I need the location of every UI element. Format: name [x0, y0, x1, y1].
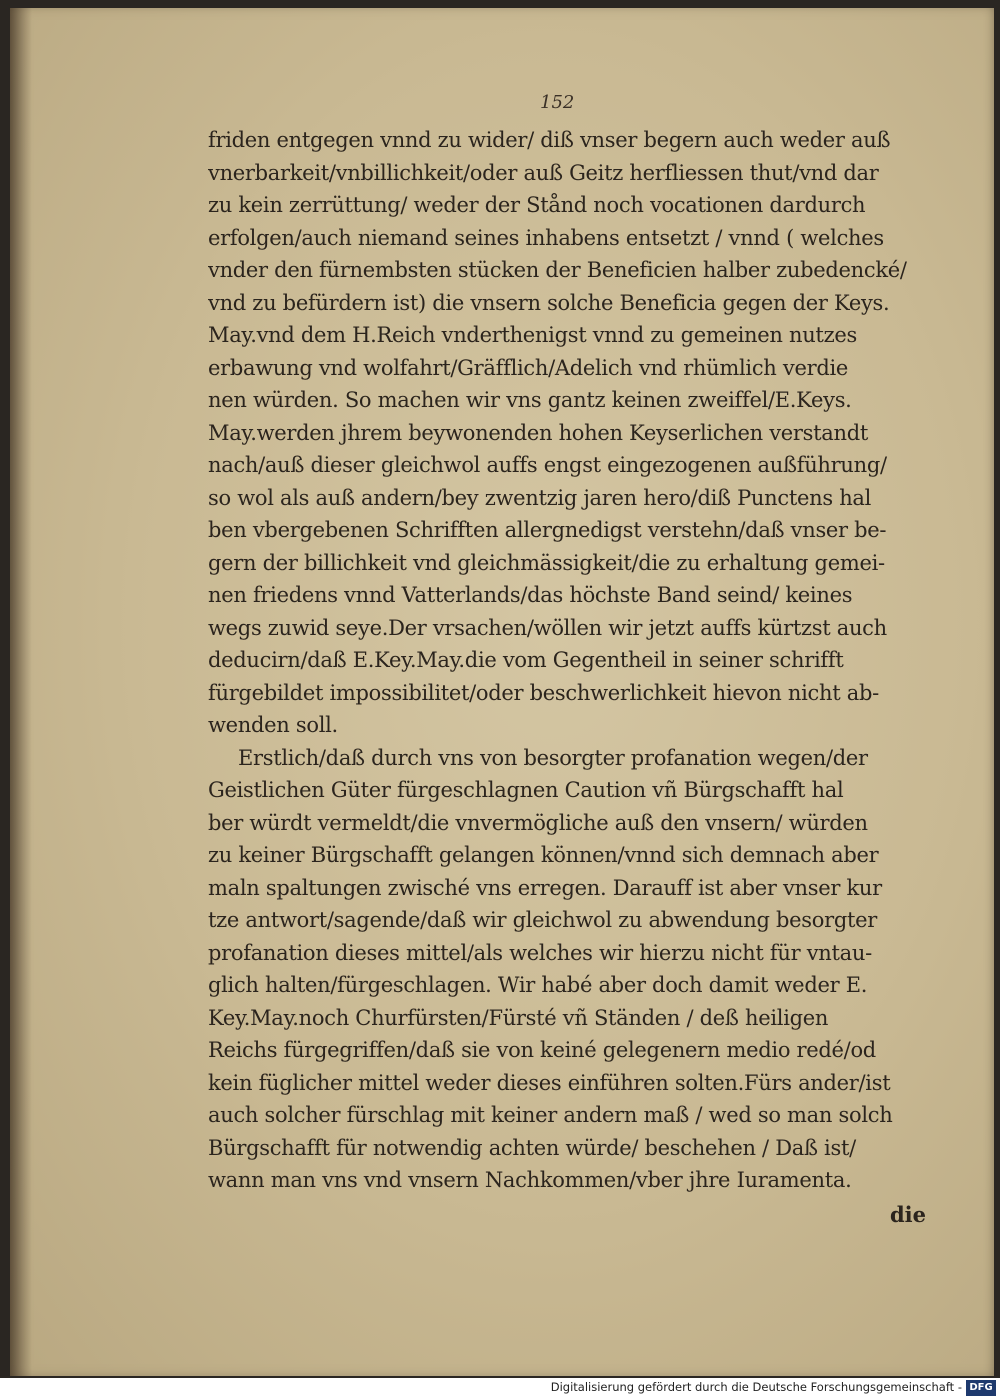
text-line: fürgebildet impossibilitet/oder beschwerlichkeit hievon nicht ab-	[208, 680, 879, 705]
text-line: maln spaltungen zwisché vns erregen. Darauff ist aber vnser kur	[208, 875, 882, 900]
page-number: 152	[540, 92, 575, 113]
catchword: die	[890, 1202, 927, 1227]
text-line: nen würden. So machen wir vns gantz keinen zweiffel/E.Keys.	[208, 388, 852, 412]
text-line: zu keiner Bürgschafft gelangen können/vnnd sich demnach aber	[208, 843, 879, 867]
text-line: deducirn/daß E.Key.May.die vom Gegentheil in seiner schrifft	[208, 648, 844, 672]
text-line: glich halten/fürgeschlagen. Wir habé aber doch damit weder E.	[208, 973, 868, 997]
text-line: erbawung vnd wolfahrt/Gräfflich/Adelich vnd rhümlich verdie	[208, 355, 849, 380]
text-line: gern der billichkeit vnd gleichmässigkeit/die zu erhaltung gemei-	[208, 550, 885, 575]
text-line: friden entgegen vnnd zu wider/ diß vnser begern auch weder auß	[208, 128, 891, 152]
text-line: vnder den fürnembsten stücken der Beneficien halber zubedencké/	[208, 258, 907, 282]
text-block	[208, 124, 936, 1197]
text-line: vnd zu befürdern ist) die vnsern solche Beneficia gegen der Keys.	[208, 290, 890, 315]
text-line: ber würdt vermeldt/die vnvermögliche auß den vnsern/ würden	[208, 810, 868, 835]
text-line: May.vnd dem H.Reich vnderthenigst vnnd zu gemeinen nutzes	[208, 323, 857, 347]
text-line: Geistlichen Güter fürgeschlagnen Caution vñ Bürgschafft hal	[208, 778, 844, 802]
text-line: vnerbarkeit/vnbillichkeit/oder auß Geitz herfliessen thut/vnd dar	[208, 160, 879, 185]
text-line: so wol als auß andern/bey zwentzig jaren hero/diß Punctens hal	[208, 485, 872, 510]
text-line: auch solcher fürschlag mit keiner andern maß / wed so man solch	[208, 1103, 893, 1127]
text-line: ben vbergebenen Schrifften allergnedigst verstehn/daß vnser be-	[208, 518, 887, 542]
text-line: profanation dieses mittel/als welches wir hierzu nicht für vntau-	[208, 940, 872, 965]
text-line: wann man vns vnd vnsern Nachkommen/vber jhre Iuramenta.	[208, 1168, 852, 1192]
footer-bar	[0, 1378, 1000, 1399]
text-line: zu kein zerrüttung/ weder der Stånd noch vocationen dardurch	[208, 193, 866, 217]
text-line: nach/auß dieser gleichwol auffs engst eingezogenen außführung/	[208, 453, 887, 477]
dfg-logo-icon: DFG	[966, 1380, 996, 1396]
text-line: Bürgschafft für notwendig achten würde/ beschehen / Daß ist/	[208, 1135, 856, 1160]
text-line: erfolgen/auch niemand seines inhabens entsetzt / vnnd ( welches	[208, 225, 884, 250]
text-line: wegs zuwid seye.Der vrsachen/wöllen wir jetzt auffs kürtzst auch	[208, 615, 887, 640]
text-line: Reichs fürgegriffen/daß sie von keiné gelegenern medio redé/od	[208, 1038, 876, 1062]
text-line: Key.May.noch Churfürsten/Fürsté vñ Ständen / deß heiligen	[208, 1005, 829, 1030]
text-line: Erstlich/daß durch vns von besorgter profanation wegen/der	[238, 745, 868, 770]
page-gutter-shadow	[10, 8, 32, 1376]
text-line: wenden soll.	[208, 713, 338, 737]
text-line: nen friedens vnnd Vatterlands/das höchste Band seind/ keines	[208, 583, 853, 607]
text-line: tze antwort/sagende/daß wir gleichwol zu abwendung besorgter	[208, 908, 878, 932]
text-line: kein füglicher mittel weder dieses einführen solten.Fürs ander/ist	[208, 1070, 891, 1095]
text-line: May.werden jhrem beywonenden hohen Keyserlichen verstandt	[208, 420, 868, 445]
funding-notice: Digitalisierung gefördert durch die Deutsche Forschungsgemeinschaft -	[550, 1380, 962, 1394]
